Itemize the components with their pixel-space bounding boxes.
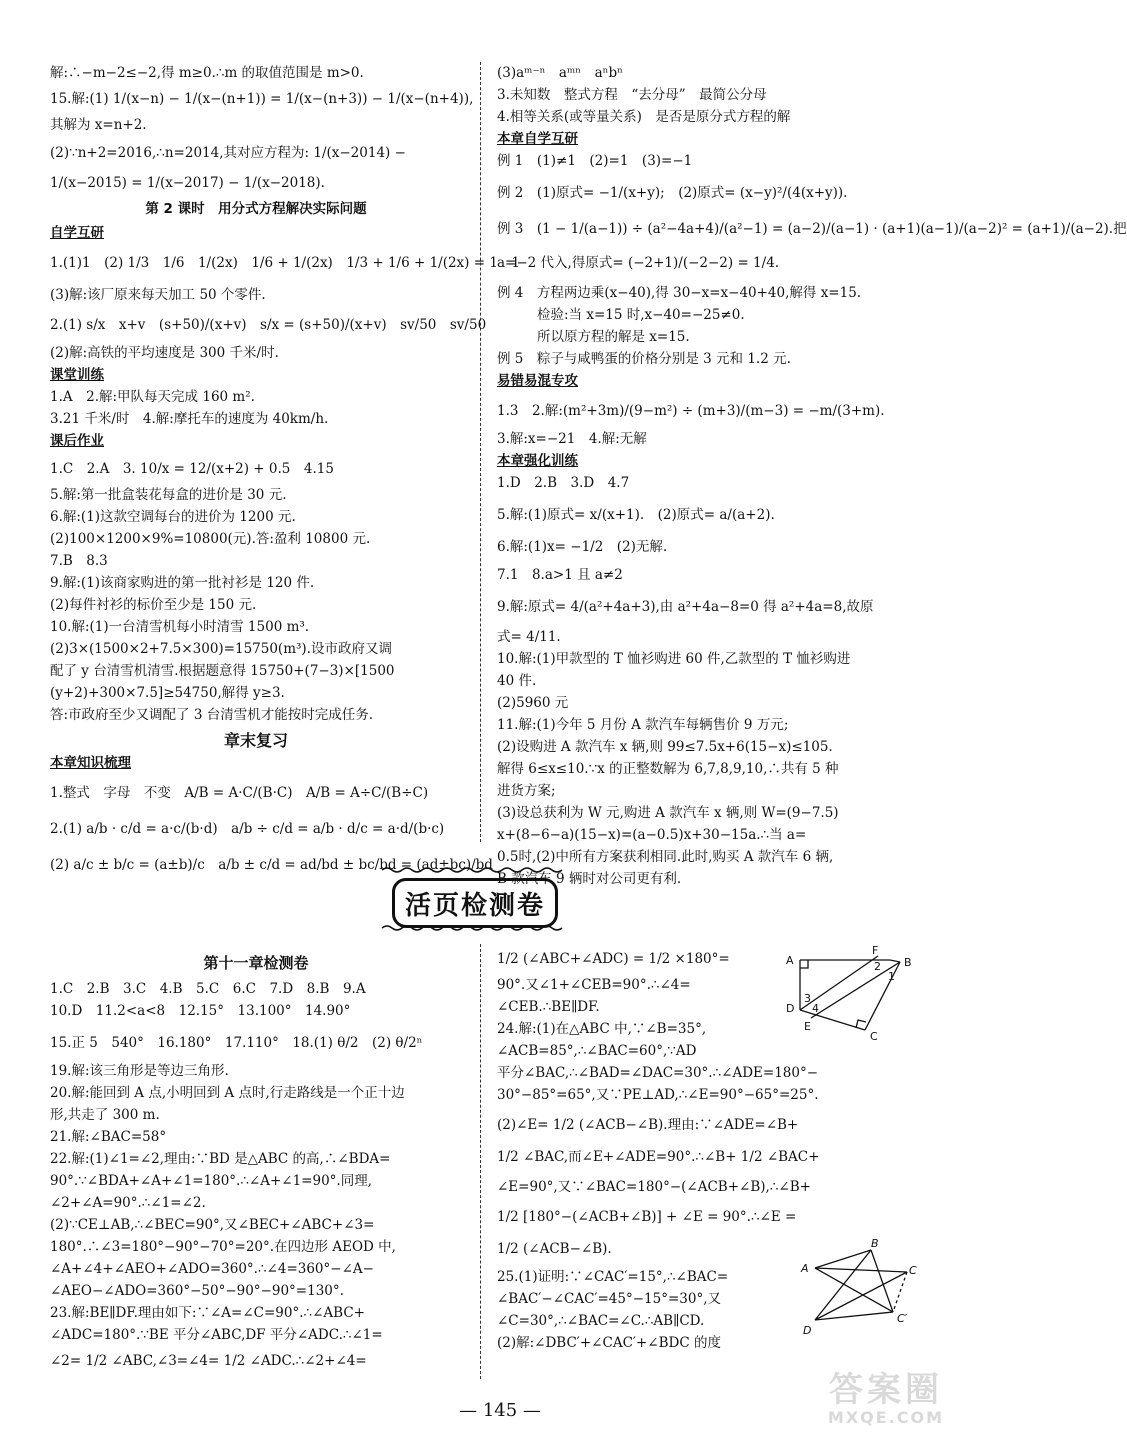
answer-line: B 款汽车 9 辆时对公司更有利. bbox=[497, 871, 682, 887]
answer-line: 5.解:(1)原式= x/(x+1). (2)原式= a/(a+2). bbox=[497, 507, 775, 523]
answer-line: 3.解:x=−21 4.解:无解 bbox=[497, 431, 647, 447]
answer-line: 1/2 (∠ACB−∠B). bbox=[497, 1241, 612, 1257]
answer-line: 1/2 ∠BAC,而∠E+∠ADE=90°.∴∠B+ 1/2 ∠BAC+ bbox=[497, 1149, 820, 1165]
answer-line: 0.5时,(2)中所有方案获利相同.此时,购买 A 款汽车 6 辆, bbox=[497, 849, 834, 865]
answer-line: 所以原方程的解是 x=15. bbox=[537, 329, 690, 345]
answer-line: 1.C 2.A 3. 10/x = 12/(x+2) + 0.5 4.15 bbox=[50, 461, 334, 477]
answer-line: 其解为 x=n+2. bbox=[50, 117, 147, 133]
answer-line: (2) a/c ± b/c = (a±b)/c a/b ± c/d = ad/bd ± bc/bd = (ad±bc)/bd bbox=[50, 857, 493, 873]
section-heading: 自学互研 bbox=[50, 225, 104, 241]
right-column bbox=[497, 62, 1127, 890]
answer-line: 1.3 2.解:(m²+3m)/(9−m²) ÷ (m+3)/(m−3) = −m/(3+m). bbox=[497, 403, 885, 419]
figure-label: C bbox=[909, 1264, 917, 1277]
answer-line: 例 2 (1)原式= −1/(x+y); (2)原式= (x−y)²/(4(x+y)). bbox=[497, 185, 848, 201]
answer-line: (3)设总获利为 W 元,购进 A 款汽车 x 辆,则 W=(9−7.5) bbox=[497, 805, 839, 821]
section-heading: 课后作业 bbox=[50, 433, 104, 449]
answer-line: 7.B 8.3 bbox=[50, 553, 108, 569]
figure-label: C′ bbox=[897, 1312, 908, 1325]
geometry-figure-23 bbox=[780, 942, 920, 1042]
answer-line: 1.(1)1 (2) 1/3 1/6 1/(2x) 1/6 + 1/(2x) 1/3 + 1/6 + 1/(2x) = 1 1 bbox=[50, 255, 521, 271]
answer-line: 2.(1) s/x x+v (s+50)/(x+v) s/x = (s+50)/(x+v) sv/50 sv/50 bbox=[50, 317, 487, 333]
answer-line: 90°.∵∠BDA+∠A+∠1=180°.∴∠A+∠1=90°.同理, bbox=[50, 1173, 373, 1189]
answer-line: 6.解:(1)这款空调每台的进价为 1200 元. bbox=[50, 509, 296, 525]
geometry-figure-25 bbox=[795, 1238, 925, 1338]
answer-line: 进货方案; bbox=[497, 783, 556, 799]
answer-line: 9.解:(1)该商家购进的第一批衬衫是 120 件. bbox=[50, 575, 315, 591]
answer-line: 解:∴−m−2≤−2,得 m≥0.∴m 的取值范围是 m>0. bbox=[50, 65, 364, 81]
answer-line: 平分∠BAC,∴∠BAD=∠DAC=30°.∴∠ADE=180°− bbox=[497, 1065, 819, 1081]
answer-line: 例 1 (1)≠1 (2)=1 (3)=−1 bbox=[497, 153, 693, 169]
figure-label: F bbox=[872, 944, 879, 957]
figure-label: 2 bbox=[874, 960, 881, 973]
banner-title: 活页检测卷 bbox=[392, 878, 558, 928]
answer-line: 1/(x−2015) = 1/(x−2017) − 1/(x−2018). bbox=[50, 175, 325, 191]
answer-line: 1/2 (∠ABC+∠ADC) = 1/2 ×180°= bbox=[497, 951, 730, 967]
answer-line: 15.正 5 540° 16.180° 17.110° 18.(1) θ/2 (2) θ/2ⁿ bbox=[50, 1035, 423, 1051]
answer-line: 21.解:∠BAC=58° bbox=[50, 1129, 167, 1145]
answer-line: 24.解:(1)在△ABC 中,∵∠B=35°, bbox=[497, 1021, 707, 1037]
answer-line: ∠C=30°,∴∠BAC=∠C.∴AB∥CD. bbox=[497, 1313, 705, 1329]
answer-line: 1.A 2.解:甲队每天完成 160 m². bbox=[50, 389, 255, 405]
section-banner bbox=[382, 866, 562, 932]
answer-line: 40 件. bbox=[497, 673, 537, 689]
answer-line: ∠2= 1/2 ∠ABC,∠3=∠4= 1/2 ∠ADC.∴∠2+∠4= bbox=[50, 1353, 367, 1369]
figure-label: B bbox=[871, 1237, 879, 1250]
answer-line: (2)∵CE⊥AB,∴∠BEC=90°,又∠BEC+∠ABC+∠3= bbox=[50, 1217, 375, 1233]
answer-line: 解得 6≤x≤10.∵x 的正整数解为 6,7,8,9,10,∴共有 5 种 bbox=[497, 761, 839, 777]
answer-line: 3.未知数 整式方程 “去分母” 最简公分母 bbox=[497, 87, 767, 103]
answer-line: (3)解:该厂原来每天加工 50 个零件. bbox=[50, 287, 266, 303]
answer-line: 10.解:(1)一台清雪机每小时清雪 1500 m³. bbox=[50, 619, 310, 635]
bottom-left-column bbox=[50, 952, 462, 1372]
answer-line: 例 4 方程两边乘(x−40),得 30−x=x−40+40,解得 x=15. bbox=[497, 285, 862, 301]
answer-line: 答:市政府至少又调配了 3 台清雪机才能按时完成任务. bbox=[50, 707, 374, 723]
answer-line: ∠ADC=180°.∵BE 平分∠ABC,DF 平分∠ADC.∴∠1= bbox=[50, 1327, 383, 1343]
answer-line: 形,共走了 300 m. bbox=[50, 1107, 160, 1123]
figure-label: 1 bbox=[888, 970, 895, 983]
answer-line: (2)每件衬衫的标价至少是 150 元. bbox=[50, 597, 257, 613]
section-heading: 第 2 课时 用分式方程解决实际问题 bbox=[145, 201, 367, 217]
figure-label: D bbox=[786, 1002, 795, 1015]
figure-label: B bbox=[904, 956, 912, 969]
answer-line: 2.(1) a/b · c/d = a·c/(b·d) a/b ÷ c/d = a/b · d/c = a·d/(b·c) bbox=[50, 821, 445, 837]
column-divider-top bbox=[480, 62, 481, 842]
figure-label: D bbox=[803, 1324, 812, 1337]
answer-line: 7.1 8.a>1 且 a≠2 bbox=[497, 567, 623, 583]
answer-line: a=−2 代入,得原式= (−2+1)/(−2−2) = 1/4. bbox=[497, 255, 780, 271]
answer-line: (2)3×(1500×2+7.5×300)=15750(m³).设市政府又调 bbox=[50, 641, 392, 657]
answer-line: 180°.∴∠3=180°−90°−70°=20°.在四边形 AEOD 中, bbox=[50, 1239, 396, 1255]
figure-label: A bbox=[786, 954, 794, 967]
answer-line: 1.整式 字母 不变 A/B = A·C/(B·C) A/B = A÷C/(B÷C) bbox=[50, 785, 429, 801]
answer-line: 9.解:原式= 4/(a²+4a+3),由 a²+4a−8=0 得 a²+4a=8,故原 bbox=[497, 599, 874, 615]
answer-line: (2)设购进 A 款汽车 x 辆,则 99≤7.5x+6(15−x)≤105. bbox=[497, 739, 833, 755]
answer-line: 式= 4/11. bbox=[497, 629, 561, 645]
answer-line: 配了 y 台清雪机清雪.根据题意得 15750+(7−3)×[1500 bbox=[50, 663, 395, 679]
answer-line: 6.解:(1)x= −1/2 (2)无解. bbox=[497, 539, 668, 555]
answer-line: 3.21 千米/时 4.解:摩托车的速度为 40km/h. bbox=[50, 411, 329, 427]
answer-line: 1/2 [180°−(∠ACB+∠B)] + ∠E = 90°.∴∠E = bbox=[497, 1209, 797, 1225]
answer-line: 22.解:(1)∠1=∠2,理由:∵BD 是△ABC 的高,∴∠BDA= bbox=[50, 1151, 391, 1167]
answer-line: ∠CEB.∴BE∥DF. bbox=[497, 999, 600, 1015]
section-heading: 本章自学互研 bbox=[497, 131, 578, 147]
answer-line: 15.解:(1) 1/(x−n) − 1/(x−(n+1)) = 1/(x−(n+3)) − 1/(x−(n+4)), bbox=[50, 91, 474, 107]
answer-line: (2)解:高铁的平均速度是 300 千米/时. bbox=[50, 345, 279, 361]
answer-line: (2)100×1200×9%=10800(元).答:盈利 10800 元. bbox=[50, 531, 371, 547]
answer-line: 例 3 (1 − 1/(a−1)) ÷ (a²−4a+4)/(a²−1) = (a−2)/(a−1) · (a+1)(a−1)/(a−2)² = (a+1)/(a−2).把 bbox=[497, 221, 1127, 237]
answer-line: ∠AEO−∠ADO=360°−50°−90°−90°=130°. bbox=[50, 1283, 344, 1299]
banner-bottom-ornament bbox=[382, 924, 562, 932]
answer-line: (2)5960 元 bbox=[497, 695, 569, 711]
section-heading: 第十一章检测卷 bbox=[203, 954, 309, 972]
section-heading: 章末复习 bbox=[223, 731, 288, 750]
answer-line: 1.C 2.B 3.C 4.B 5.C 6.C 7.D 8.B 9.A bbox=[50, 981, 366, 997]
answer-line: ∠ACB=85°,∴∠BAC=60°,∵AD bbox=[497, 1043, 697, 1059]
section-heading: 课堂训练 bbox=[50, 367, 104, 383]
answer-line: 例 5 粽子与咸鸭蛋的价格分别是 3 元和 1.2 元. bbox=[497, 351, 791, 367]
answer-line: (y+2)+300×7.5]≥54750,解得 y≥3. bbox=[50, 685, 285, 701]
figure-label: C bbox=[870, 1030, 878, 1043]
answer-line: ∠A+∠4+∠AEO+∠ADO=360°.∴∠4=360°−∠A− bbox=[50, 1261, 374, 1277]
answer-line: 30°−85°=65°,又∵PE⊥AD,∴∠E=90°−65°=25°. bbox=[497, 1087, 819, 1103]
answer-line: 23.解:BE∥DF.理由如下:∵∠A=∠C=90°.∴∠ABC+ bbox=[50, 1305, 365, 1321]
section-heading: 易错易混专攻 bbox=[497, 373, 578, 389]
answer-line: 25.(1)证明:∵∠CAC′=15°,∴∠BAC= bbox=[497, 1269, 729, 1285]
answer-line: (3)aᵐ⁻ⁿ aᵐⁿ aⁿbⁿ bbox=[497, 65, 623, 81]
page-number: — 145 — bbox=[459, 1400, 541, 1421]
answer-line: 20.解:能回到 A 点,小明回到 A 点时,行走路线是一个正十边 bbox=[50, 1085, 405, 1101]
answer-line: 检验:当 x=15 时,x−40=−25≠0. bbox=[537, 307, 745, 323]
figure-label: 3 bbox=[804, 992, 811, 1005]
answer-line: 1.D 2.B 3.D 4.7 bbox=[497, 475, 630, 491]
answer-line: 10.解:(1)甲款型的 T 恤衫购进 60 件,乙款型的 T 恤衫购进 bbox=[497, 651, 851, 667]
watermark-title: 答案圈 bbox=[829, 1370, 943, 1410]
column-divider-bottom bbox=[480, 944, 481, 1379]
answer-line: (2)∵n+2=2016,∴n=2014,其对应方程为: 1/(x−2014) − bbox=[50, 145, 406, 161]
answer-line: 11.解:(1)今年 5 月份 A 款汽车每辆售价 9 万元; bbox=[497, 717, 789, 733]
figure-label: A bbox=[801, 1262, 809, 1275]
answer-line: 90°.又∠1+∠CEB=90°.∴∠4= bbox=[497, 977, 691, 993]
answer-line: (2)∠E= 1/2 (∠ACB−∠B).理由:∵∠ADE=∠B+ bbox=[497, 1117, 799, 1133]
watermark-url: MXQE.COM bbox=[827, 1408, 945, 1427]
answer-line: x+(8−6−a)(15−x)=(a−0.5)x+30−15a.∴当 a= bbox=[497, 827, 807, 843]
answer-line: ∠BAC′−∠CAC′=45°−15°=30°,又 bbox=[497, 1291, 721, 1307]
answer-line: 10.D 11.2<a<8 12.15° 13.100° 14.90° bbox=[50, 1003, 351, 1019]
answer-line: 19.解:该三角形是等边三角形. bbox=[50, 1063, 229, 1079]
answer-line: ∠E=90°,又∵∠BAC=180°−(∠ACB+∠B),∴∠B+ bbox=[497, 1179, 811, 1195]
answer-line: ∠2+∠A=90°.∴∠1=∠2. bbox=[50, 1195, 206, 1211]
section-heading: 本章知识梳理 bbox=[50, 755, 131, 771]
figure-label: E bbox=[804, 1020, 811, 1033]
answer-line: 4.相等关系(或等量关系) 是否是原分式方程的解 bbox=[497, 109, 791, 125]
banner-top-ornament bbox=[382, 866, 562, 874]
section-heading: 本章强化训练 bbox=[497, 453, 578, 469]
watermark bbox=[786, 1372, 986, 1430]
answer-line: 5.解:第一批盒装花每盒的进价是 30 元. bbox=[50, 487, 287, 503]
figure-label: 4 bbox=[812, 1002, 819, 1015]
answer-line: (2)解:∠DBC′+∠CAC′+∠BDC 的度 bbox=[497, 1335, 721, 1351]
